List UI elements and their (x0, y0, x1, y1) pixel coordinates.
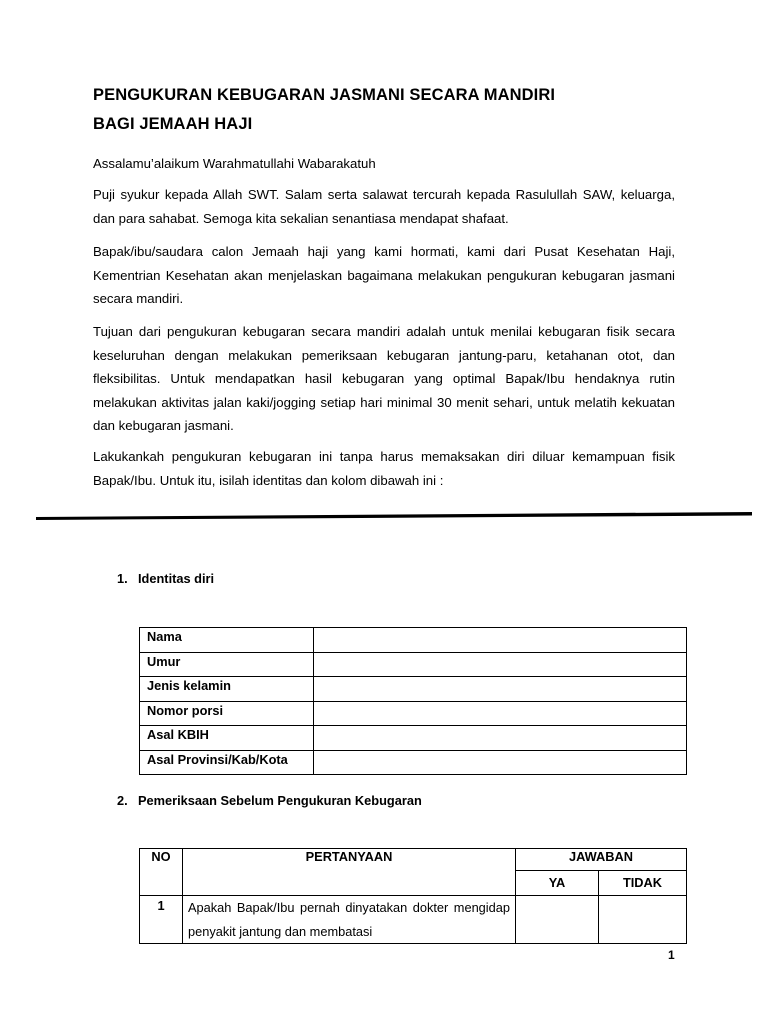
section-2-number: 2. (117, 793, 128, 808)
paragraph-2: Bapak/ibu/saudara calon Jemaah haji yang kami hormati, kami dari Pusat Kesehatan Haji, Kementrian Kesehatan akan menjelaskan bagaimana melakukan pengukuran kebugaran jasmani secara mandiri. (93, 244, 675, 306)
identity-value-cell[interactable] (314, 701, 687, 726)
column-header-answer: JAWABAN (516, 849, 687, 871)
section-2-heading (117, 793, 422, 808)
table-row (140, 896, 687, 944)
question-text: Apakah Bapak/Ibu pernah dinyatakan dokter mengidap penyakit jantung dan membatasi (183, 896, 516, 944)
identity-label: Umur (140, 652, 314, 677)
answer-yes-cell[interactable] (516, 896, 599, 944)
table-row (140, 701, 687, 726)
page-number: 1 (668, 948, 675, 962)
column-header-tidak: TIDAK (599, 871, 687, 896)
question-number: 1 (140, 896, 183, 944)
screening-questions-table (139, 848, 687, 944)
answer-no-cell[interactable] (599, 896, 687, 944)
section-2-title: Pemeriksaan Sebelum Pengukuran Kebugaran (138, 793, 422, 808)
greeting-text: Assalamu’alaikum Warahmatullahi Wabarakatuh (93, 156, 376, 171)
table-header-row (140, 849, 687, 871)
section-1-heading (117, 571, 214, 586)
column-header-yes: YA (516, 871, 599, 896)
identity-label: Asal KBIH (140, 726, 314, 751)
identity-value-cell[interactable] (314, 628, 687, 653)
document-title-line-1: PENGUKURAN KEBUGARAN JASMANI SECARA MANDIRI (93, 86, 556, 104)
identity-table (139, 627, 687, 775)
identity-value-cell[interactable] (314, 677, 687, 702)
section-divider (36, 510, 752, 522)
column-header-question: PERTANYAAN (183, 849, 516, 896)
table-row (140, 628, 687, 653)
table-row (140, 652, 687, 677)
section-1-number: 1. (117, 571, 128, 586)
paragraph-3: Tujuan dari pengukuran kebugaran secara mandiri adalah untuk menilai kebugaran fisik secara keseluruhan dengan melakukan pemeriksaan kebugaran jantung-paru, ketahanan otot, dan fleksibilitas. Untuk mendapatkan hasil kebugaran yang optimal Bapak/Ibu hendaknya rutin melakukan aktivitas jalan kaki/jogging setiap hari minimal 30 menit sehari, untuk melatih kekuatan dan kebugaran jasmani. (93, 324, 675, 433)
identity-value-cell[interactable] (314, 750, 687, 775)
column-header-no: NO (140, 849, 183, 896)
paragraph-4: Lakukankah pengukuran kebugaran ini tanpa harus memaksakan diri diluar kemampuan fisik Bapak/Ibu. Untuk itu, isilah identitas dan kolom dibawah ini : (93, 449, 675, 488)
identity-label: Nama (140, 628, 314, 653)
identity-value-cell[interactable] (314, 726, 687, 751)
identity-label: Nomor porsi (140, 701, 314, 726)
document-title-line-2: BAGI JEMAAH HAJI (93, 115, 253, 133)
identity-value-cell[interactable] (314, 652, 687, 677)
section-1-title: Identitas diri (138, 571, 215, 586)
paragraph-1: Puji syukur kepada Allah SWT. Salam serta salawat tercurah kepada Rasulullah SAW, keluarga, dan para sahabat. Semoga kita sekalian senantiasa mendapat shafaat. (93, 187, 675, 226)
table-row (140, 677, 687, 702)
identity-label: Asal Provinsi/Kab/Kota (140, 750, 314, 775)
table-row (140, 726, 687, 751)
identity-label: Jenis kelamin (140, 677, 314, 702)
table-row (140, 750, 687, 775)
